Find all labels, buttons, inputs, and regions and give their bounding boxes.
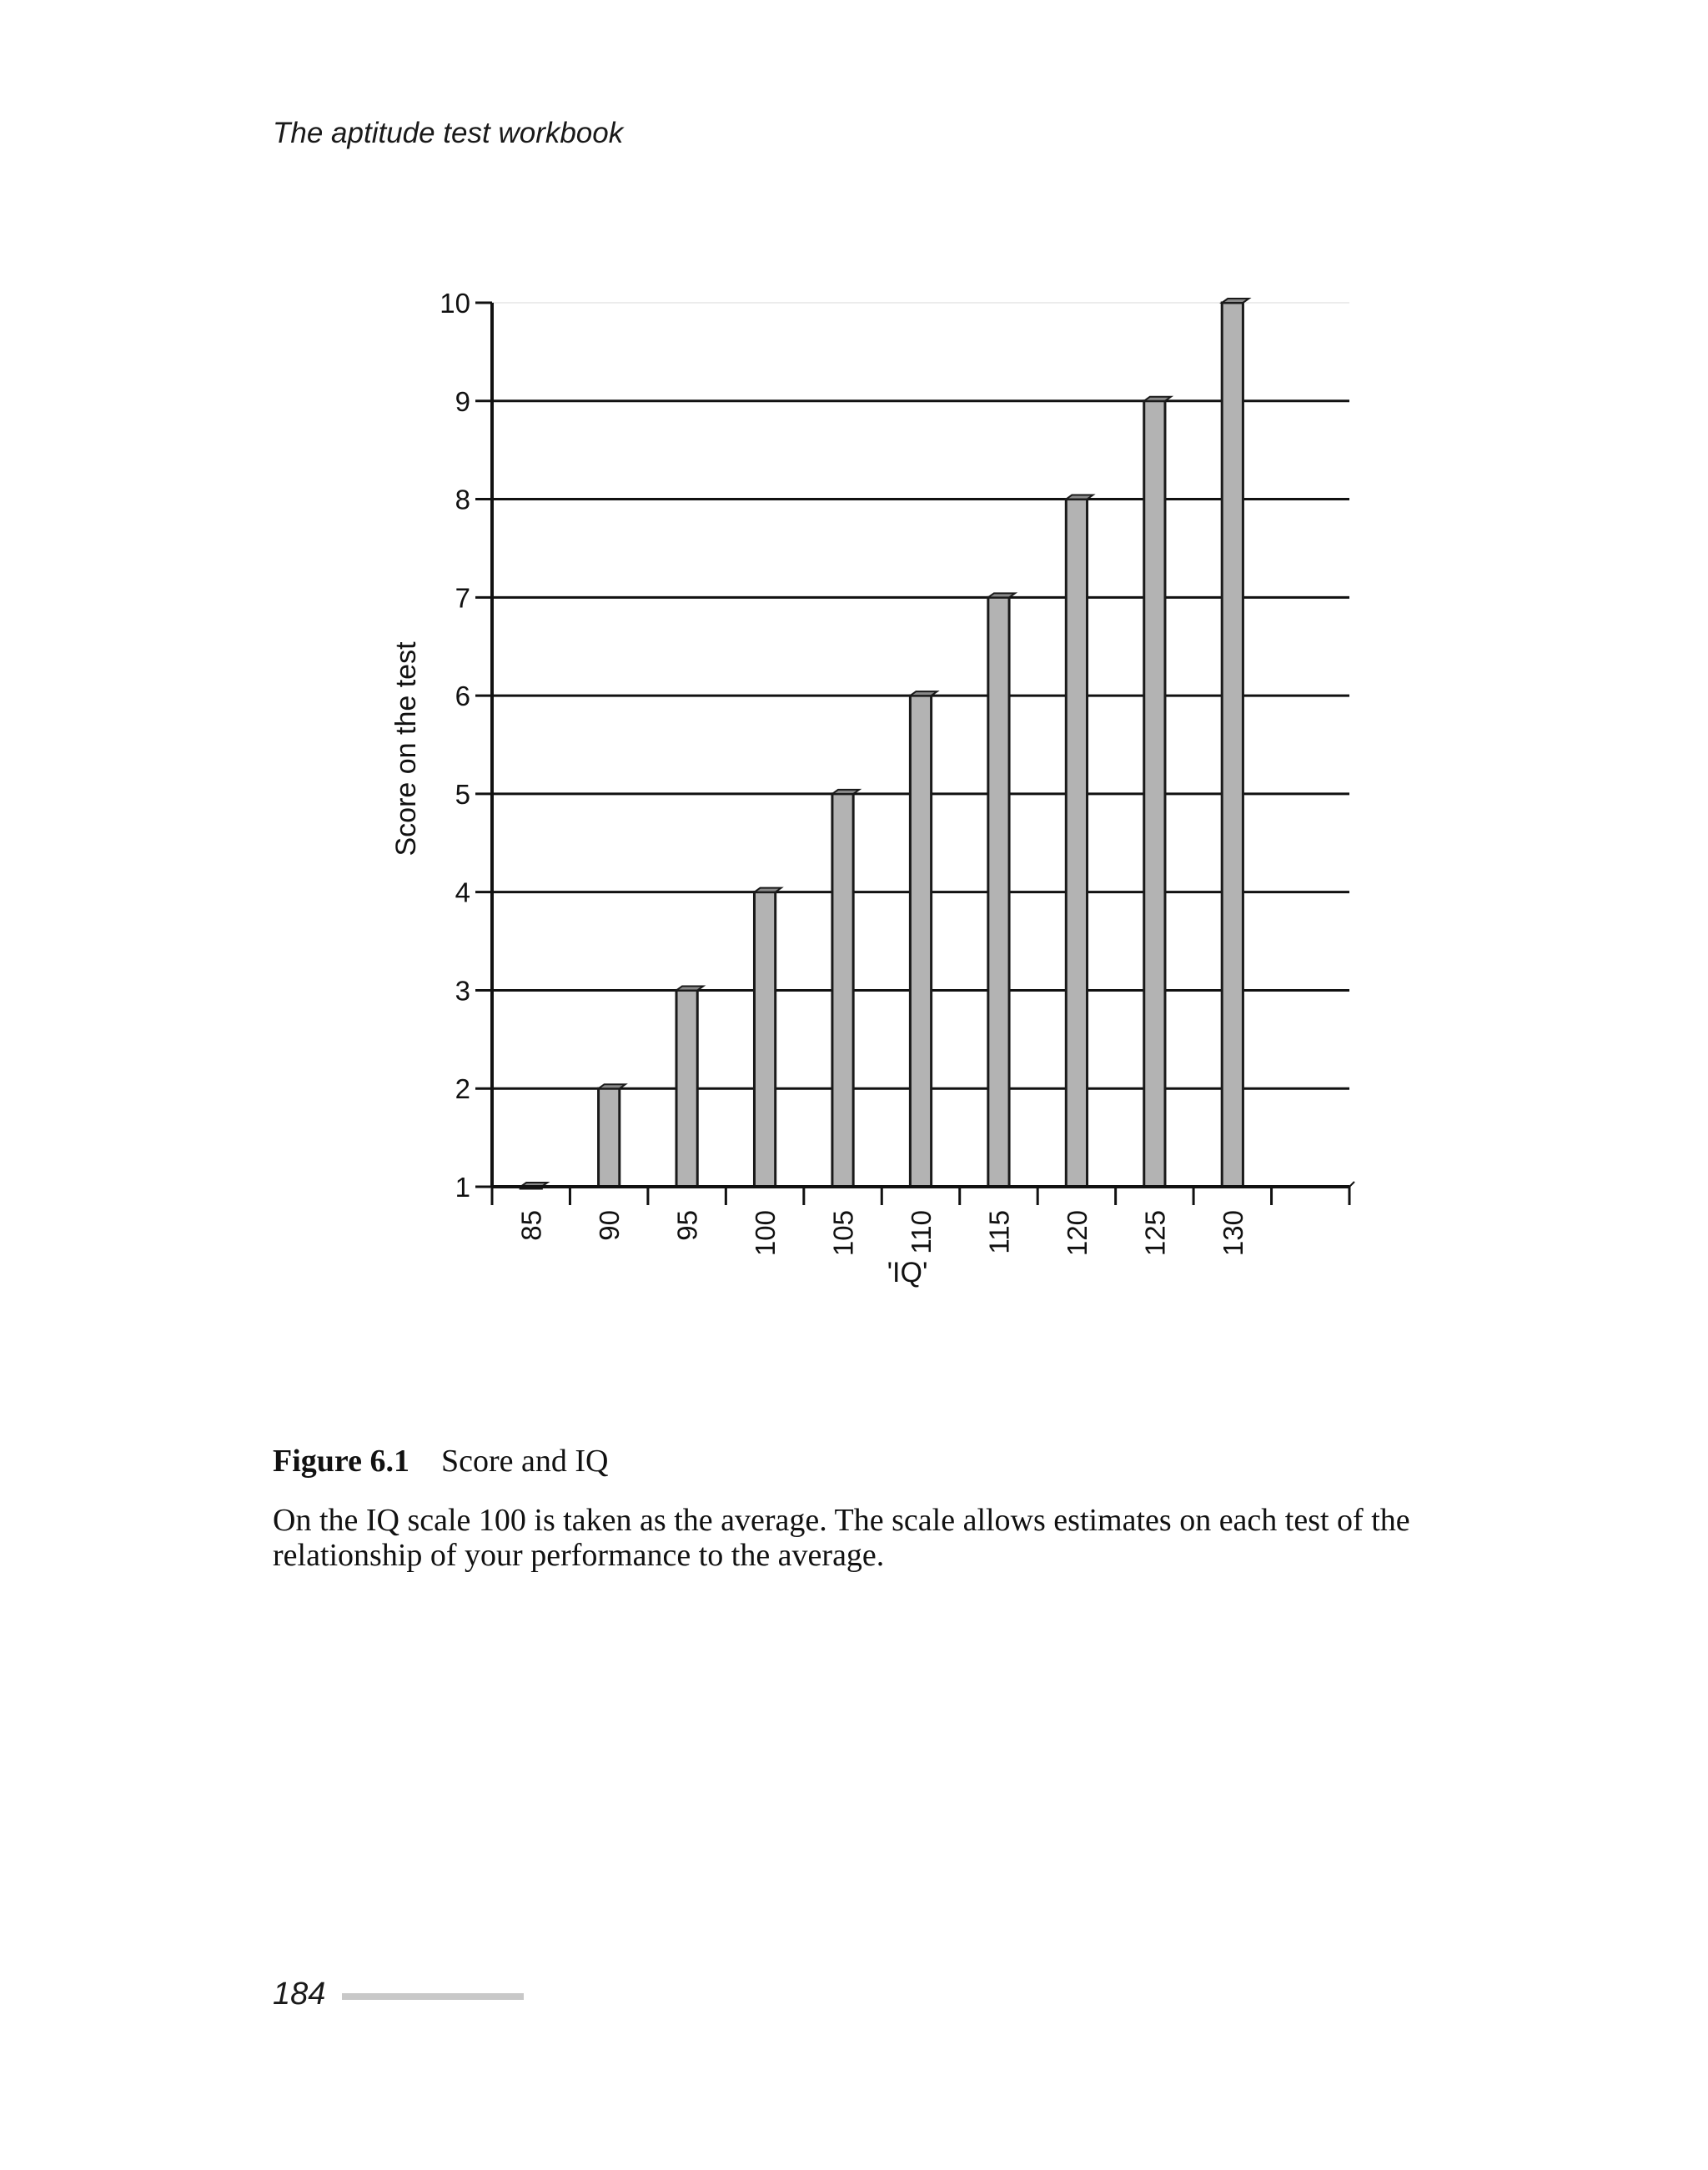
- bar-top: [1222, 299, 1248, 303]
- figure-description: On the IQ scale 100 is taken as the average. The scale allows estimates on each test of the relationship of your performance to the average.: [273, 1503, 1410, 1573]
- bar-top: [676, 986, 703, 990]
- y-tick-label: 8: [455, 484, 470, 515]
- x-tick-label: 105: [827, 1210, 859, 1257]
- footer-rule: [342, 1993, 524, 2000]
- bar: [599, 1088, 620, 1187]
- bar: [988, 597, 1009, 1187]
- page-number: 184: [273, 1977, 326, 2012]
- x-tick-label: 85: [515, 1210, 547, 1241]
- bar-top: [754, 888, 781, 892]
- x-tick-label: 95: [671, 1210, 703, 1241]
- figure-caption: [273, 1443, 608, 1479]
- figure-title: Score and IQ: [440, 1444, 609, 1479]
- bar: [676, 990, 697, 1187]
- y-tick-label: 1: [455, 1172, 470, 1203]
- y-tick-label: 2: [455, 1073, 470, 1105]
- bar: [1066, 500, 1087, 1187]
- x-tick-label: 125: [1139, 1210, 1171, 1257]
- bar: [910, 696, 931, 1187]
- x-axis-end: [1349, 1182, 1354, 1187]
- bar: [1144, 401, 1165, 1187]
- y-tick-label: 4: [455, 877, 470, 908]
- y-tick-label: 9: [455, 385, 470, 417]
- y-tick-label: 5: [455, 778, 470, 810]
- bar-top: [1144, 397, 1171, 401]
- page-footer: [273, 1977, 524, 2012]
- y-axis-title: Score on the test: [390, 641, 422, 856]
- x-tick-label: 130: [1217, 1210, 1248, 1257]
- y-tick-label: 10: [440, 288, 470, 319]
- bar-top: [988, 593, 1015, 597]
- x-tick-label: 120: [1061, 1210, 1093, 1257]
- bar: [754, 892, 775, 1187]
- x-tick-label: 100: [750, 1210, 781, 1257]
- bar: [1222, 303, 1243, 1187]
- bars: [520, 299, 1248, 1188]
- y-tick-label: 6: [455, 681, 470, 712]
- bar-top: [599, 1084, 625, 1088]
- x-tick-label: 90: [594, 1210, 625, 1241]
- x-tick-label: 110: [906, 1210, 937, 1254]
- x-tick-label: 115: [983, 1210, 1015, 1254]
- x-axis-title: 'IQ': [887, 1257, 928, 1288]
- bar: [832, 794, 853, 1187]
- bar-top: [1066, 495, 1093, 500]
- running-head: The aptitude test workbook: [273, 117, 624, 149]
- y-tick-label: 7: [455, 582, 470, 614]
- bar-top: [910, 691, 937, 696]
- y-tick-label: 3: [455, 975, 470, 1007]
- bar-top: [832, 790, 859, 794]
- figure-number: Figure 6.1: [273, 1444, 409, 1479]
